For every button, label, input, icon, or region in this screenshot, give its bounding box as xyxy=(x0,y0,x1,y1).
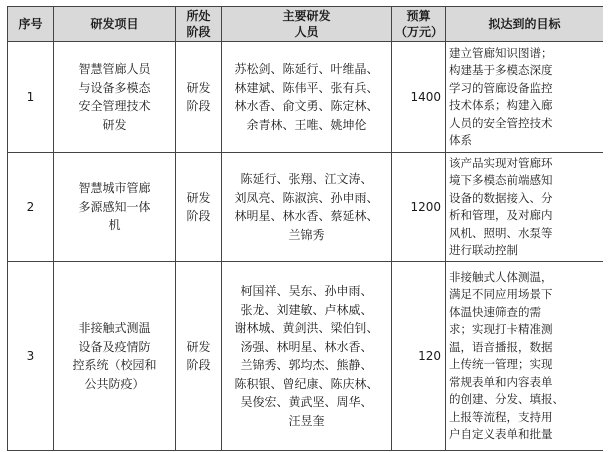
rd-projects-table-container xyxy=(7,6,603,452)
table-row xyxy=(8,42,604,153)
cell-stage: 研发 阶段 xyxy=(176,42,222,153)
cell-project: 智慧管廊人员 与设备多模态 安全管理技术 研发 xyxy=(54,42,176,153)
cell-project: 智慧城市管廊 多源感知一体 机 xyxy=(54,153,176,262)
header-stage: 所处 阶段 xyxy=(176,7,222,42)
cell-people: 柯国祥、吴东、孙申雨、 张龙、刘建敏、卢林威、 谢林城、黄剑洪、梁伯钊、 汤强、林明星、林水香、 兰锦秀、郭均杰、熊静、 陈积银、曾纪康、陈庆林、 吴俊宏、黄武坚、周华、 汪昱奎 xyxy=(222,262,392,451)
cell-goal: 建立管廊知识图谱； 构建基于多模态深度 学习的管廊设备监控 技术体系；构建入廊 人员的安全管控技术 体系 xyxy=(446,42,604,153)
cell-people: 苏松剑、陈延行、叶维晶、 林建斌、陈伟平、张有兵、 林水香、俞文勇、陈定林、 余青林、王唯、姚坤伦 xyxy=(222,42,392,153)
cell-goal: 非接触式人体测温， 满足不同应用场景下 体温快速筛查的需 求；实现打卡精准测 温，语音播报，数据 上传统一管理；实现 常规表单和内容表单 的创建、分发、填报、 上报等流程，支持用 户自定义表单和批量 xyxy=(446,262,604,451)
cell-index: 3 xyxy=(8,262,54,451)
header-index: 序号 xyxy=(8,7,54,42)
cell-budget: 120 xyxy=(392,262,446,451)
cell-budget: 1200 xyxy=(392,153,446,262)
header-people: 主要研发 人员 xyxy=(222,7,392,42)
cell-index: 1 xyxy=(8,42,54,153)
cell-stage: 研发 阶段 xyxy=(176,262,222,451)
header-budget: 预算 （万元） xyxy=(392,7,446,42)
cell-project: 非接触式测温 设备及疫情防 控系统（校园和 公共防疫） xyxy=(54,262,176,451)
table-row xyxy=(8,262,604,451)
cell-index: 2 xyxy=(8,153,54,262)
table-row xyxy=(8,153,604,262)
cell-stage: 研发 阶段 xyxy=(176,153,222,262)
header-project: 研发项目 xyxy=(54,7,176,42)
cell-budget: 1400 xyxy=(392,42,446,153)
cell-goal: 该产品实现对管廊环 境下多模态前端感知 设备的数据接入、分 析和管理，及对廊内 风机、照明、水泵等 进行联动控制 xyxy=(446,153,604,262)
cell-people: 陈延行、张翔、江文涛、 刘凤亮、陈淑滨、孙申雨、 林明星、林水香、蔡延林、 兰锦秀 xyxy=(222,153,392,262)
header-row xyxy=(8,7,604,42)
rd-projects-table xyxy=(7,6,603,451)
header-goal: 拟达到的目标 xyxy=(446,7,604,42)
